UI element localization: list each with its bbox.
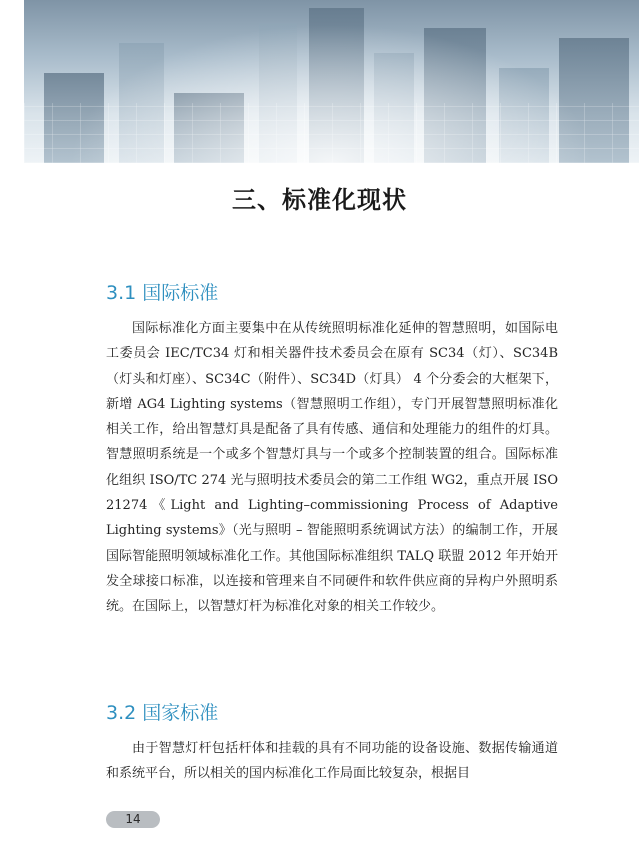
section-heading-3-2: 3.2 国家标准 — [106, 702, 219, 724]
page-number: 14 — [106, 811, 160, 828]
section-heading-3-1: 3.1 国际标准 — [106, 282, 219, 304]
section-3-2-paragraph: 由于智慧灯杆包括杆体和挂载的具有不同功能的设备设施、数据传输通道和系统平台，所以相关的国内标准化工作局面比较复杂，根据目 — [106, 741, 558, 782]
section-3-1-paragraph: 国际标准化方面主要集中在从传统照明标准化延伸的智慧照明，如国际电工委员会 IEC/TC34 灯和相关器件技术委员会在原有 SC34（灯）、SC34B（灯头和灯座）、SC34C（附件）、SC34D（灯具） 4 个分委会的大框架下，新增 AG4 Lighting systems（智慧照明工作组），专门开展智慧照明标准化相关工作，给出智慧灯具是配备了具有传感、通信和处理能力的组件的灯具。智慧照明系统是一个或多个智慧灯具与一个或多个控制装置的组合。国际标准化组织 ISO/TC 274 光与照明技术委员会的第二工作组 WG2，重点开展 ISO 21274《Light and Lighting–commissioning Process of Adaptive Lighting systems》（光与照明 – 智能照明系统调试方法）的编制工作，开展国际智能照明领域标准化工作。其他国际标准组织 TALQ 联盟 2012 年开始开发全球接口标准，以连接和管理来自不同硬件和软件供应商的异构户外照明系统。在国际上，以智慧灯杆为标准化对象的相关工作较少。 — [106, 321, 558, 615]
chapter-title: 三、标准化现状 — [232, 185, 407, 214]
header-city-image — [24, 0, 639, 163]
